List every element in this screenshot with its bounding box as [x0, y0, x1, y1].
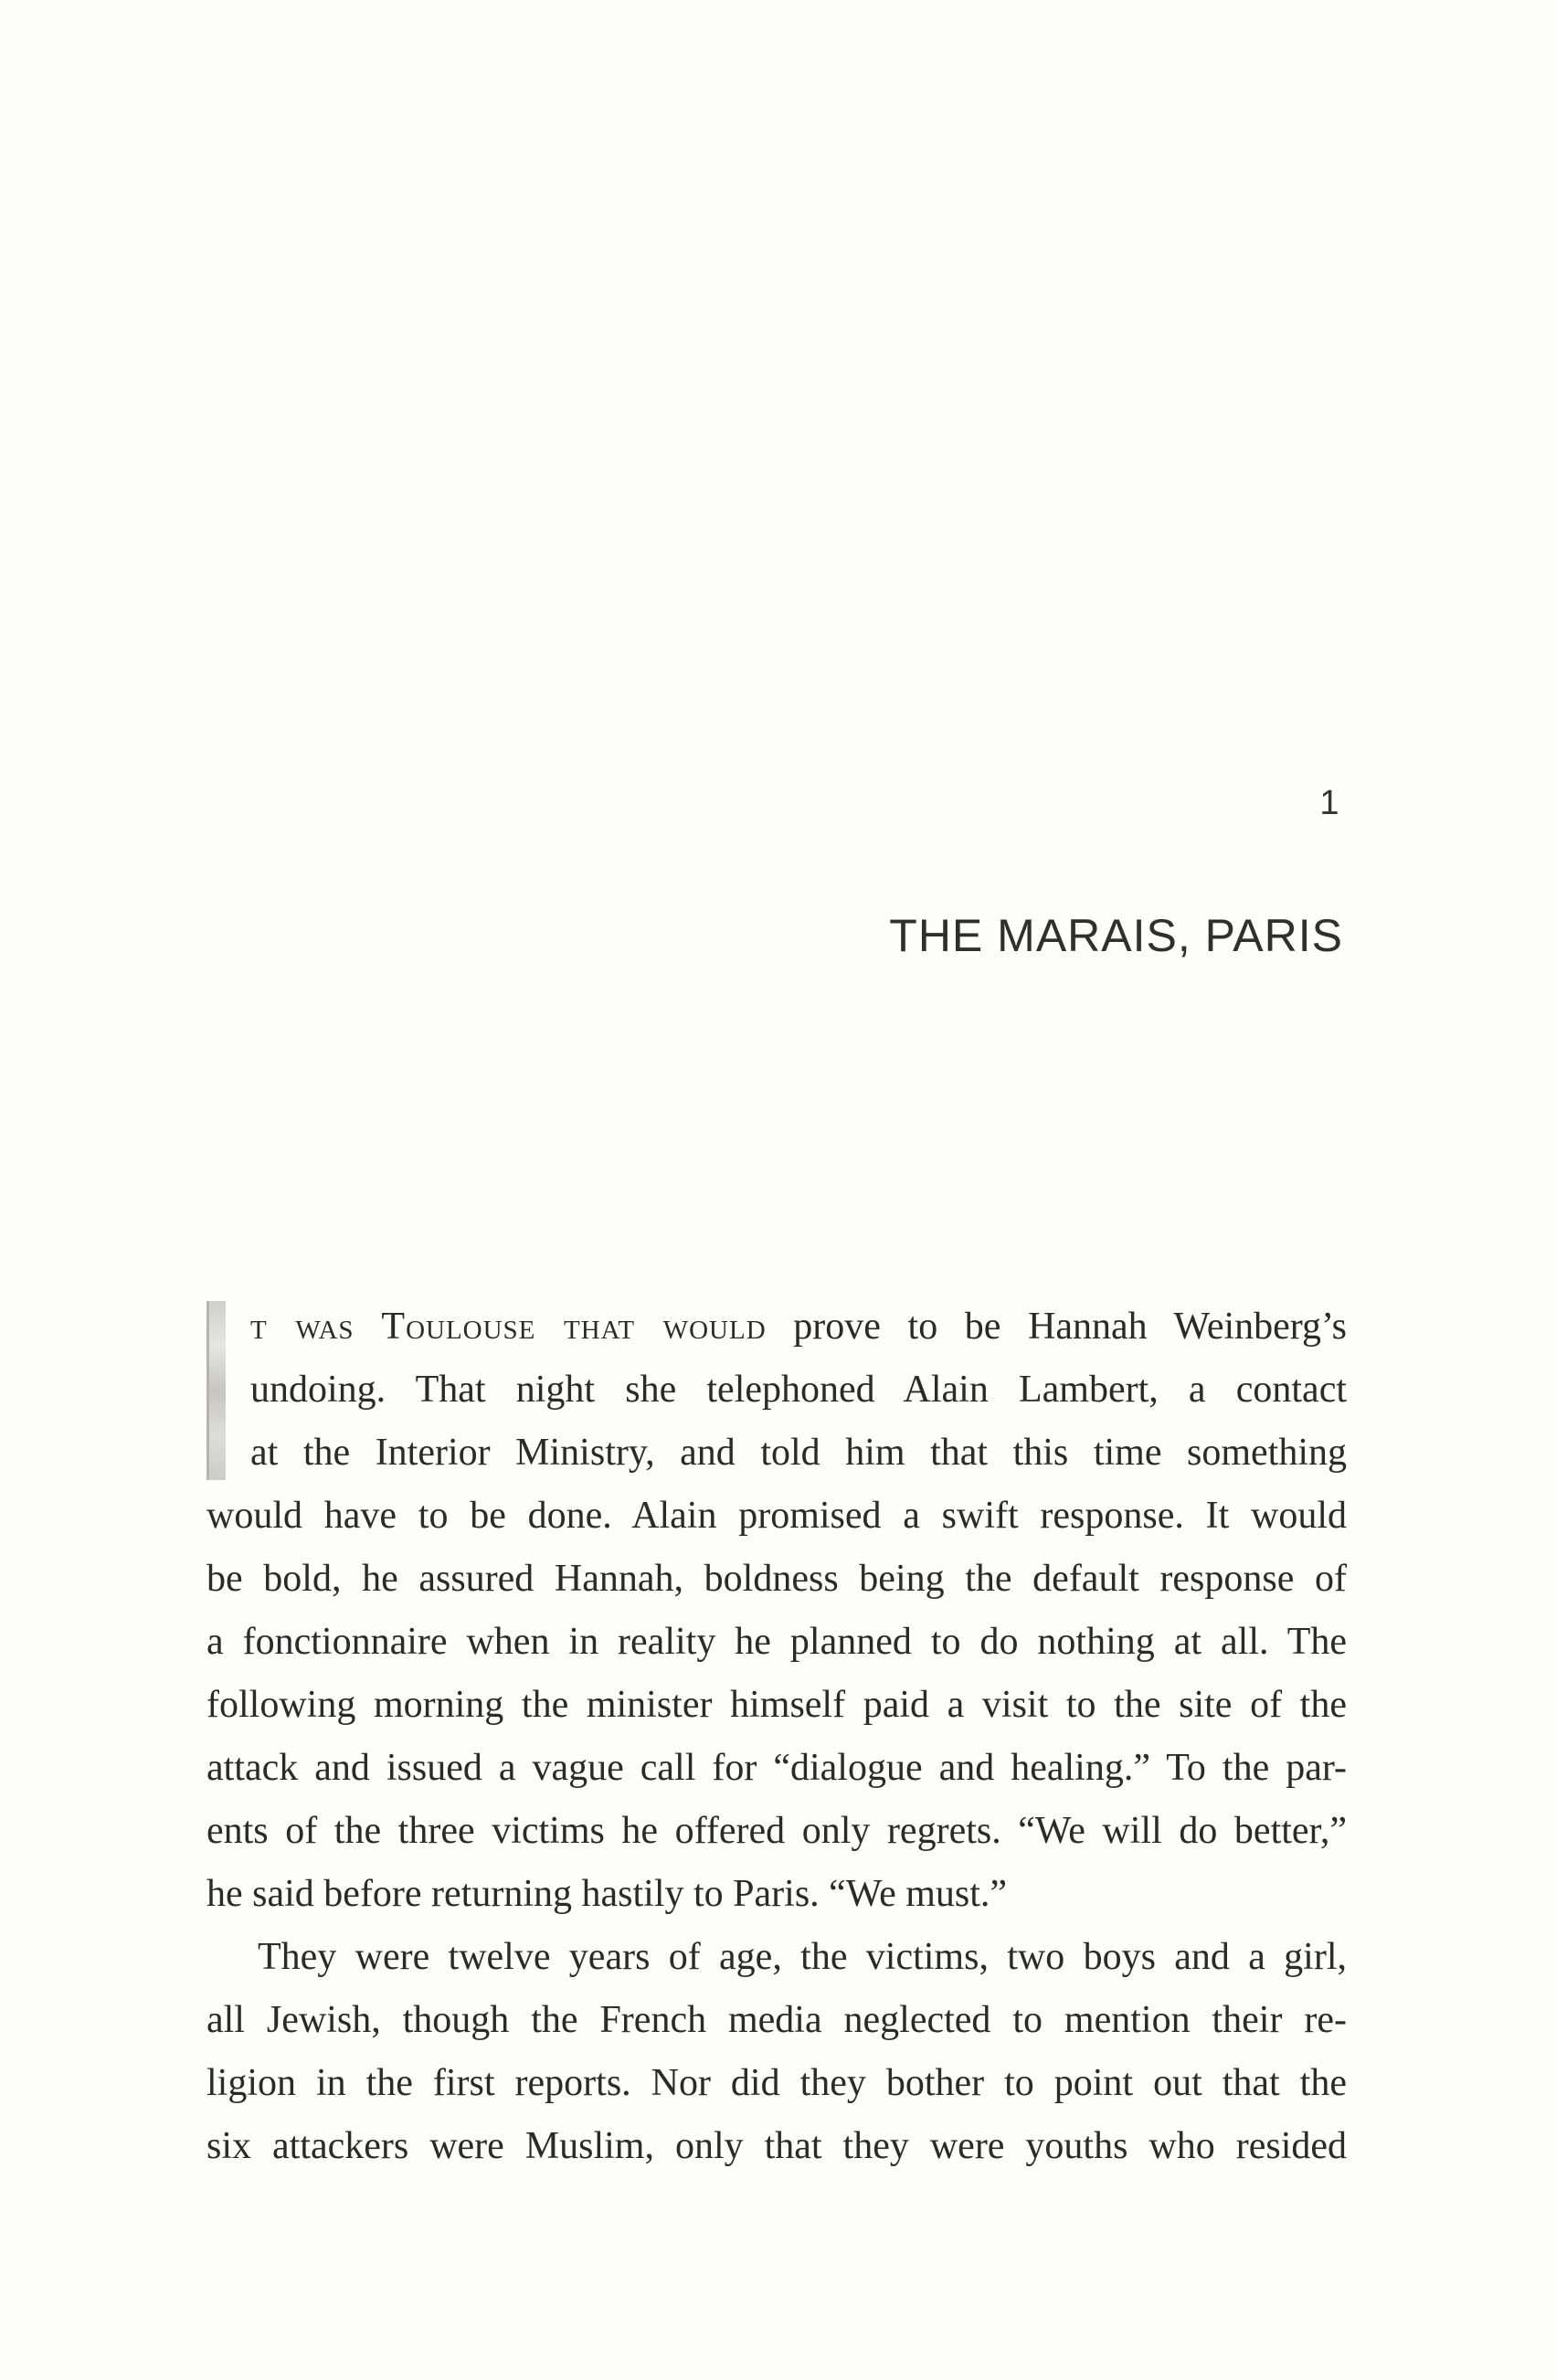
paragraph-line: six attackers were Muslim, only that they were youths who resided [206, 2125, 1347, 2167]
paragraph-line: They were twelve years of age, the victims, two boys and a girl, [258, 1936, 1347, 1978]
paragraph-line: ligion in the first reports. Nor did they bother to point out that the [206, 2062, 1347, 2104]
opening-smallcaps: t was Toulouse that would [250, 1306, 767, 1348]
paragraph-line: attack and issued a vague call for “dialogue and healing.” To the par- [206, 1747, 1347, 1789]
body-text [206, 1296, 1347, 2178]
paragraph-line: all Jewish, though the French media neglected to mention their re- [206, 1999, 1347, 2041]
paragraph-line: he said before returning hastily to Paris. “We must.” [206, 1873, 1008, 1915]
paragraph-line-text: prove to be Hannah Weinberg’s [793, 1306, 1348, 1348]
paragraph-line: following morning the minister himself paid a visit to the site of the [206, 1684, 1347, 1726]
paragraph-line [206, 1296, 1347, 1359]
paragraph-line: undoing. That night she telephoned Alain Lambert, a contact [250, 1369, 1347, 1411]
chapter-number: 1 [1319, 784, 1339, 822]
paragraph-line: would have to be done. Alain promised a swift response. It would [206, 1495, 1347, 1537]
paragraph-line: a fonctionnaire when in reality he planned to do nothing at all. The [206, 1621, 1347, 1663]
chapter-title: THE MARAIS, PARIS [889, 910, 1343, 961]
paragraph-line: ents of the three victims he offered only regrets. “We will do better,” [206, 1810, 1347, 1852]
paragraph-line: be bold, he assured Hannah, boldness being the default response of [206, 1558, 1347, 1600]
paragraph-line: at the Interior Ministry, and told him that this time something [250, 1432, 1347, 1474]
